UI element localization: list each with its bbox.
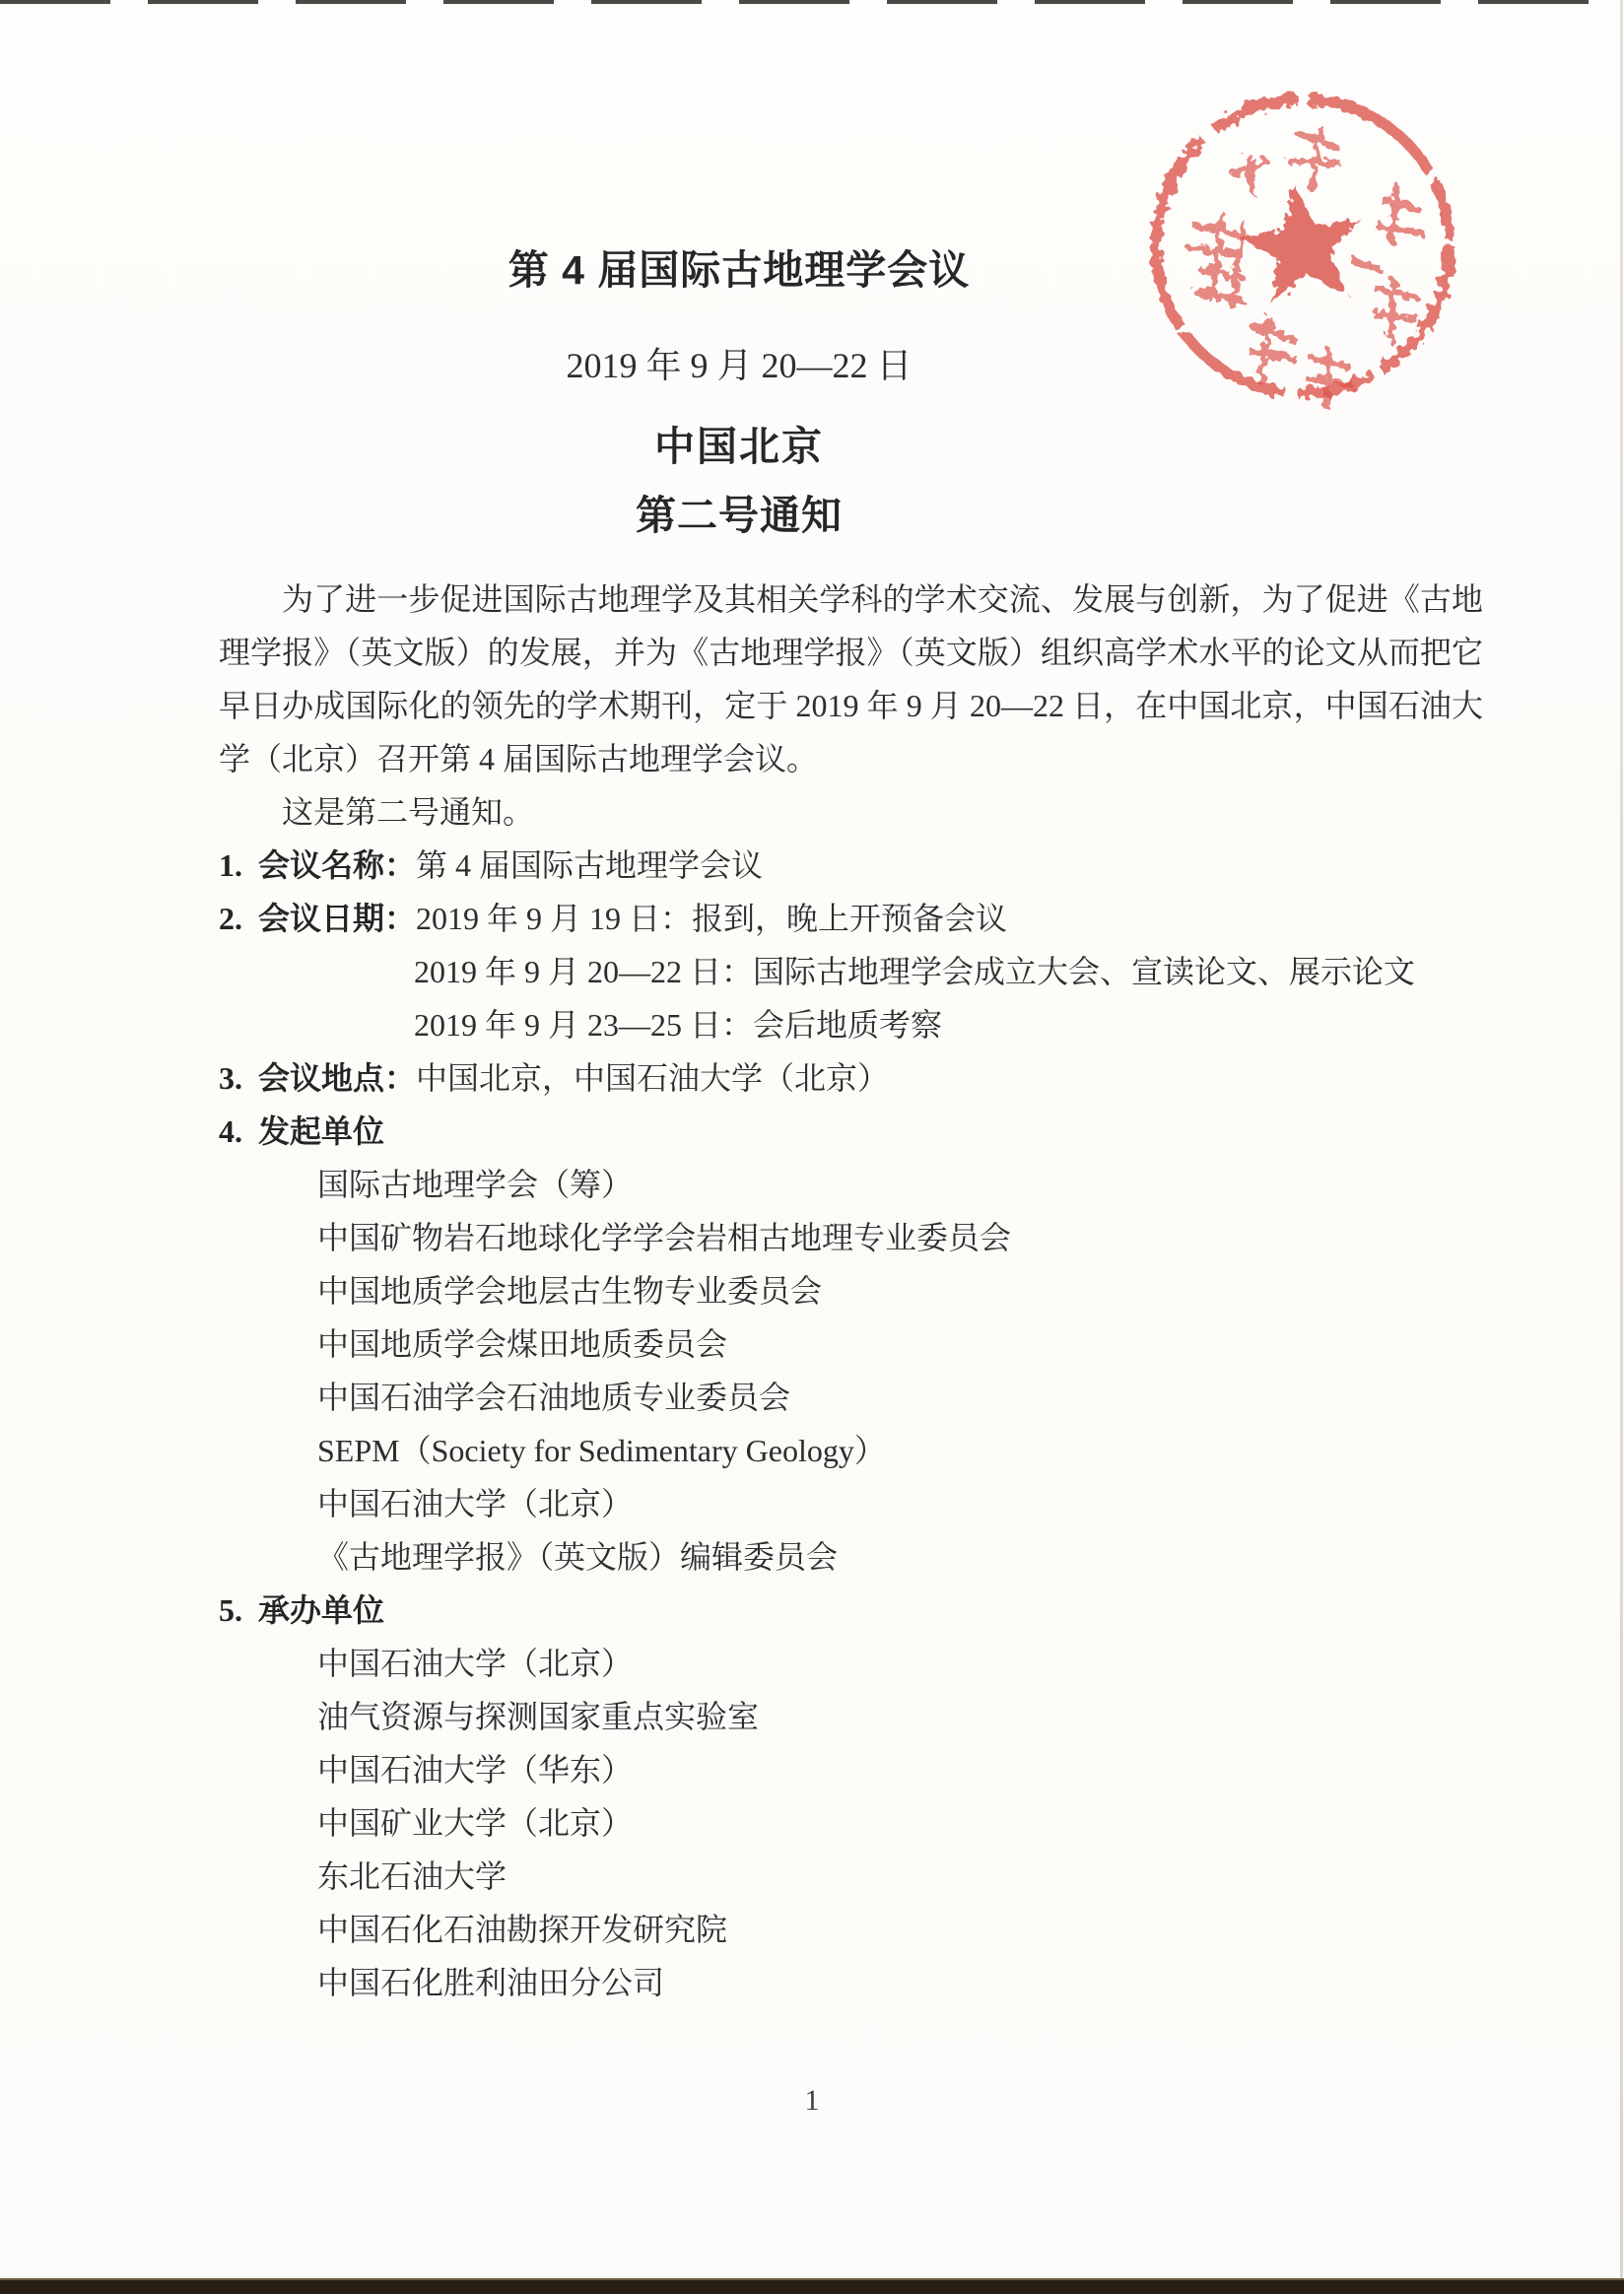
list-item-sponsors	[219, 1105, 1483, 1158]
item-number: 1.	[219, 847, 242, 883]
intro-note: 这是第二号通知。	[282, 794, 535, 830]
sponsor-line: SEPM（Society for Sedimentary Geology）	[317, 1433, 886, 1468]
sponsor-line: 《古地理学报》（英文版）编辑委员会	[317, 1539, 839, 1575]
document-body	[219, 0, 1483, 2009]
conference-dates: 2019 年 9 月 20—22 日	[566, 346, 913, 385]
sponsor-line: 国际古地理学会（筹）	[317, 1167, 634, 1202]
sponsor-line: 中国矿物岩石地球化学学会岩相古地理专业委员会	[317, 1220, 1012, 1255]
list-item-organizers	[219, 1584, 1483, 1637]
item-label: 会议日期：	[258, 901, 417, 936]
organizer-line: 中国石化胜利油田分公司	[317, 1965, 665, 2000]
organizer-line: 中国石油大学（北京）	[317, 1646, 634, 1681]
list-item-meeting-name	[219, 839, 1483, 892]
item-label: 承办单位	[258, 1592, 385, 1628]
document-header	[219, 240, 1259, 538]
item-number: 3.	[219, 1060, 242, 1096]
item-content: 第 4 届国际古地理学会议	[416, 847, 764, 883]
sponsor-line: 中国地质学会地层古生物专业委员会	[317, 1273, 823, 1309]
item-number: 2.	[219, 901, 242, 936]
organizer-line: 中国石化石油勘探开发研究院	[317, 1912, 728, 1947]
organizer-line: 中国石油大学（华东）	[317, 1752, 634, 1788]
scan-artifact-right-edge	[1620, 0, 1623, 2294]
organizer-line: 东北石油大学	[317, 1858, 508, 1894]
item-number: 4.	[219, 1113, 242, 1149]
item-content: 2019 年 9 月 19 日：报到，晚上开预备会议	[416, 901, 1008, 936]
item-label: 会议名称：	[258, 847, 417, 883]
organizer-line: 中国矿业大学（北京）	[317, 1805, 634, 1841]
intro-paragraph: 为了进一步促进国际古地理学及其相关学科的学术交流、发展与创新，为了促进《古地理学报》（英文版）的发展，并为《古地理学报》（英文版）组织高学术水平的论文从而把它早日办成国际化的领先的学术期刊，定于 2019 年 9 月 20—22 日，在中国北京，中国石油大学（北京）召开第 4 届国际古地理学会议。	[219, 581, 1483, 776]
item-number: 5.	[219, 1592, 242, 1628]
date-detail-line: 2019 年 9 月 20—22 日：国际古地理学会成立大会、宣读论文、展示论文	[414, 954, 1416, 989]
sponsor-line: 中国石油大学（北京）	[317, 1486, 634, 1521]
list-item-meeting-place	[219, 1051, 1483, 1105]
sponsor-line: 中国石油学会石油地质专业委员会	[317, 1380, 791, 1415]
list-item-meeting-dates	[219, 892, 1483, 945]
item-label: 发起单位	[258, 1113, 385, 1149]
scan-artifact-bottom-edge	[0, 2278, 1624, 2294]
organizer-line: 油气资源与探测国家重点实验室	[317, 1699, 760, 1734]
date-detail-line: 2019 年 9 月 23—25 日：会后地质考察	[414, 1007, 943, 1043]
conference-location: 中国北京	[654, 424, 824, 469]
notice-number: 第二号通知	[636, 493, 843, 538]
page-number: 1	[804, 2084, 820, 2117]
sponsor-line: 中国地质学会煤田地质委员会	[317, 1326, 728, 1362]
item-label: 会议地点：	[258, 1060, 417, 1096]
item-content: 中国北京，中国石油大学（北京）	[416, 1060, 890, 1096]
document-title: 第 4 届国际古地理学会议	[508, 247, 971, 293]
